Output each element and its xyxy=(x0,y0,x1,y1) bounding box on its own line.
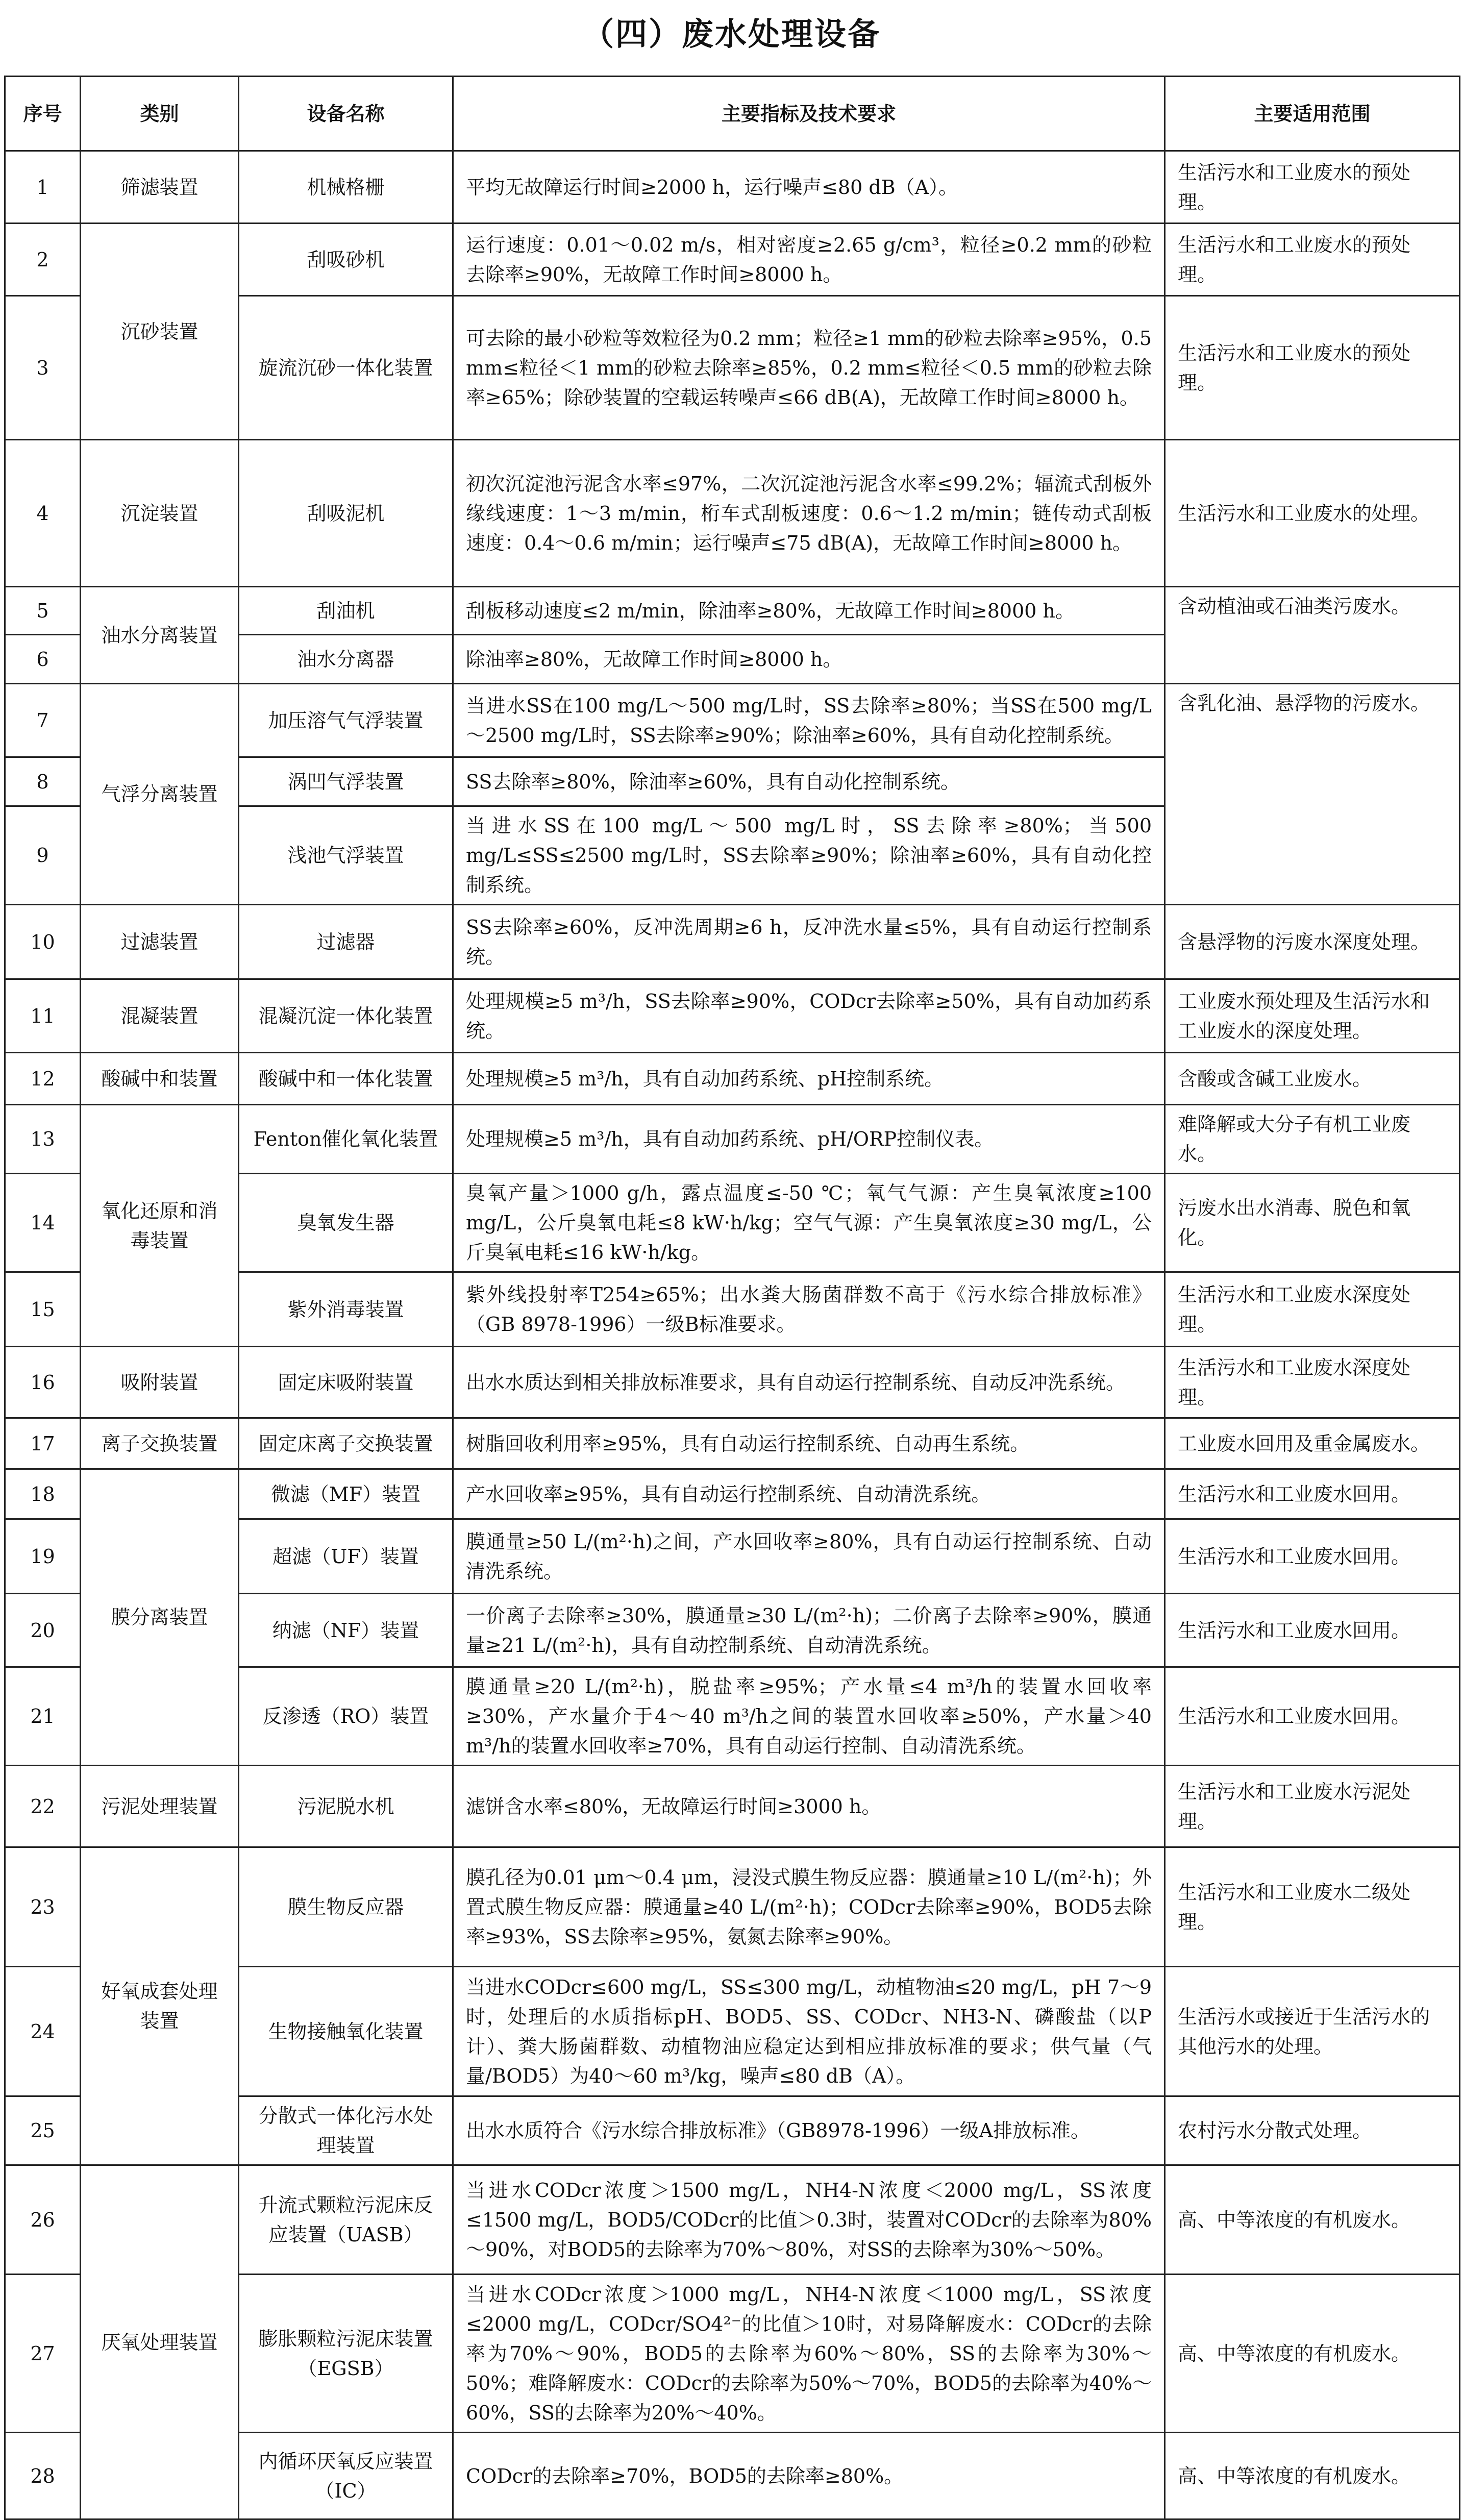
category-cell: 吸附装置 xyxy=(81,1347,239,1418)
scope-cell: 生活污水和工业废水的预处理。 xyxy=(1165,296,1460,440)
scope-cell: 生活污水和工业废水回用。 xyxy=(1165,1519,1460,1594)
device-name-cell: 浅池气浮装置 xyxy=(239,806,453,905)
device-name-cell: 超滤（UF）装置 xyxy=(239,1519,453,1594)
category-cell: 厌氧处理装置 xyxy=(81,2165,239,2519)
page-title: （四）废水处理设备 xyxy=(582,15,881,53)
scope-cell: 生活污水和工业废水的处理。 xyxy=(1165,440,1460,587)
table-row xyxy=(5,587,1460,635)
row-number: 4 xyxy=(5,440,81,587)
device-name-cell: 分散式一体化污水处理装置 xyxy=(239,2096,453,2165)
row-number: 25 xyxy=(5,2096,81,2165)
requirements-cell: 当进水CODcr浓度＞1000 mg/L，NH4-N浓度＜1000 mg/L，SS浓度≤2000 mg/L，CODcr/SO4²⁻的比值＞10时，对易降解废水：CODcr的去除率为70%～90%，BOD5的去除率为60%～80%，SS的去除率为30%～50%；难降解废水：CODcr的去除率为50%～70%，BOD5的去除率为40%～60%，SS的去除率为20%～40%。 xyxy=(453,2275,1165,2433)
table-row xyxy=(5,1347,1460,1418)
requirements-cell: 运行速度：0.01～0.02 m/s，相对密度≥2.65 g/cm³，粒径≥0.2 mm的砂粒去除率≥90%，无故障工作时间≥8000 h。 xyxy=(453,224,1165,296)
category-cell: 好氧成套处理装置 xyxy=(81,1847,239,2165)
requirements-cell: 紫外线投射率T254≥65%；出水粪大肠菌群数不高于《污水综合排放标准》（GB 8978-1996）一级B标准要求。 xyxy=(453,1272,1165,1347)
scope-cell: 生活污水和工业废水回用。 xyxy=(1165,1469,1460,1519)
requirements-cell: 臭氧产量＞1000 g/h，露点温度≤-50 ℃；氧气气源：产生臭氧浓度≥100 mg/L，公斤臭氧电耗≤8 kW·h/kg；空气气源：产生臭氧浓度≥30 mg/L，公斤臭氧电耗≤16 kW·h/kg。 xyxy=(453,1174,1165,1272)
table-row xyxy=(5,1105,1460,1174)
device-name-cell: 固定床离子交换装置 xyxy=(239,1418,453,1469)
row-number: 18 xyxy=(5,1469,81,1519)
device-name-cell: 旋流沉砂一体化装置 xyxy=(239,296,453,440)
requirements-cell: 当进水SS在100 mg/L～500 mg/L时，SS去除率≥80%；当500 mg/L≤SS≤2500 mg/L时，SS去除率≥90%；除油率≥60%，具有自动化控制系统。 xyxy=(453,806,1165,905)
table-row xyxy=(5,151,1460,224)
scope-cell: 生活污水和工业废水的预处理。 xyxy=(1165,224,1460,296)
scope-cell: 含乳化油、悬浮物的污废水。 xyxy=(1165,684,1460,905)
requirements-cell: 出水水质符合《污水综合排放标准》（GB8978-1996）一级A排放标准。 xyxy=(453,2096,1165,2165)
category-cell: 筛滤装置 xyxy=(81,151,239,224)
scope-cell: 生活污水和工业废水回用。 xyxy=(1165,1594,1460,1667)
row-number: 2 xyxy=(5,224,81,296)
device-name-cell: 反渗透（RO）装置 xyxy=(239,1667,453,1766)
requirements-cell: 出水水质达到相关排放标准要求，具有自动运行控制系统、自动反冲洗系统。 xyxy=(453,1347,1165,1418)
category-cell: 氧化还原和消毒装置 xyxy=(81,1105,239,1347)
device-name-cell: 刮油机 xyxy=(239,587,453,635)
device-name-cell: 微滤（MF）装置 xyxy=(239,1469,453,1519)
device-name-cell: 膨胀颗粒污泥床装置（EGSB） xyxy=(239,2275,453,2433)
header-scope: 主要适用范围 xyxy=(1165,77,1460,151)
requirements-cell: 处理规模≥5 m³/h，具有自动加药系统、pH/ORP控制仪表。 xyxy=(453,1105,1165,1174)
requirements-cell: 一价离子去除率≥30%，膜通量≥30 L/(m²·h)；二价离子去除率≥90%，膜通量≥21 L/(m²·h)，具有自动控制系统、自动清洗系统。 xyxy=(453,1594,1165,1667)
scope-cell: 工业废水回用及重金属废水。 xyxy=(1165,1418,1460,1469)
row-number: 12 xyxy=(5,1053,81,1105)
header-requirements: 主要指标及技术要求 xyxy=(453,77,1165,151)
device-name-cell: 生物接触氧化装置 xyxy=(239,1967,453,2096)
scope-cell: 含酸或含碱工业废水。 xyxy=(1165,1053,1460,1105)
category-cell: 混凝装置 xyxy=(81,979,239,1053)
requirements-cell: 可去除的最小砂粒等效粒径为0.2 mm；粒径≥1 mm的砂粒去除率≥95%，0.5 mm≤粒径＜1 mm的砂粒去除率≥85%，0.2 mm≤粒径＜0.5 mm的砂粒去除率≥65%；除砂装置的空载运转噪声≤66 dB(A)，无故障工作时间≥8000 h。 xyxy=(453,296,1165,440)
row-number: 22 xyxy=(5,1766,81,1847)
device-name-cell: 酸碱中和一体化装置 xyxy=(239,1053,453,1105)
table-row xyxy=(5,1469,1460,1519)
header-device: 设备名称 xyxy=(239,77,453,151)
row-number: 8 xyxy=(5,757,81,806)
category-cell: 沉淀装置 xyxy=(81,440,239,587)
header-no: 序号 xyxy=(5,77,81,151)
requirements-cell: 产水回收率≥95%，具有自动运行控制系统、自动清洗系统。 xyxy=(453,1469,1165,1519)
category-cell: 污泥处理装置 xyxy=(81,1766,239,1847)
scope-cell: 高、中等浓度的有机废水。 xyxy=(1165,2165,1460,2275)
row-number: 16 xyxy=(5,1347,81,1418)
requirements-cell: 当进水SS在100 mg/L～500 mg/L时，SS去除率≥80%；当SS在500 mg/L～2500 mg/L时，SS去除率≥90%；除油率≥60%，具有自动化控制系统。 xyxy=(453,684,1165,757)
row-number: 10 xyxy=(5,905,81,979)
row-number: 27 xyxy=(5,2275,81,2433)
category-cell: 沉砂装置 xyxy=(81,224,239,440)
table-body xyxy=(5,151,1460,2519)
row-number: 7 xyxy=(5,684,81,757)
row-number: 13 xyxy=(5,1105,81,1174)
requirements-cell: 树脂回收利用率≥95%，具有自动运行控制系统、自动再生系统。 xyxy=(453,1418,1165,1469)
scope-cell: 含动植油或石油类污废水。 xyxy=(1165,587,1460,684)
scope-cell: 工业废水预处理及生活污水和工业废水的深度处理。 xyxy=(1165,979,1460,1053)
table-header-row xyxy=(5,77,1460,151)
table-row xyxy=(5,224,1460,296)
device-name-cell: Fenton催化氧化装置 xyxy=(239,1105,453,1174)
scope-cell: 生活污水和工业废水二级处理。 xyxy=(1165,1847,1460,1967)
header-category: 类别 xyxy=(81,77,239,151)
scope-cell: 高、中等浓度的有机废水。 xyxy=(1165,2433,1460,2519)
table-row xyxy=(5,1847,1460,1967)
row-number: 14 xyxy=(5,1174,81,1272)
scope-cell: 难降解或大分子有机工业废水。 xyxy=(1165,1105,1460,1174)
row-number: 1 xyxy=(5,151,81,224)
device-name-cell: 紫外消毒装置 xyxy=(239,1272,453,1347)
device-name-cell: 臭氧发生器 xyxy=(239,1174,453,1272)
table-row xyxy=(5,684,1460,757)
row-number: 11 xyxy=(5,979,81,1053)
scope-cell: 生活污水和工业废水污泥处理。 xyxy=(1165,1766,1460,1847)
requirements-cell: CODcr的去除率≥70%，BOD5的去除率≥80%。 xyxy=(453,2433,1165,2519)
requirements-cell: 膜通量≥20 L/(m²·h)，脱盐率≥95%；产水量≤4 m³/h的装置水回收率≥30%，产水量介于4～40 m³/h之间的装置水回收率≥50%，产水量＞40 m³/h的装置水回收率≥70%，具有自动运行控制、自动清洗系统。 xyxy=(453,1667,1165,1766)
table-row xyxy=(5,1766,1460,1847)
row-number: 26 xyxy=(5,2165,81,2275)
category-cell: 酸碱中和装置 xyxy=(81,1053,239,1105)
device-name-cell: 内循环厌氧反应装置（IC） xyxy=(239,2433,453,2519)
table-row xyxy=(5,1418,1460,1469)
scope-cell: 污废水出水消毒、脱色和氧化。 xyxy=(1165,1174,1460,1272)
category-cell: 过滤装置 xyxy=(81,905,239,979)
device-name-cell: 固定床吸附装置 xyxy=(239,1347,453,1418)
requirements-cell: 当进水CODcr浓度＞1500 mg/L，NH4-N浓度＜2000 mg/L，SS浓度≤1500 mg/L，BOD5/CODcr的比值＞0.3时，装置对CODcr的去除率为80%～90%，对BOD5的去除率为70%～80%，对SS的去除率为30%～50%。 xyxy=(453,2165,1165,2275)
category-cell: 油水分离装置 xyxy=(81,587,239,684)
table-row xyxy=(5,440,1460,587)
row-number: 21 xyxy=(5,1667,81,1766)
requirements-cell: 处理规模≥5 m³/h，具有自动加药系统、pH控制系统。 xyxy=(453,1053,1165,1105)
category-cell: 气浮分离装置 xyxy=(81,684,239,905)
device-name-cell: 膜生物反应器 xyxy=(239,1847,453,1967)
device-name-cell: 污泥脱水机 xyxy=(239,1766,453,1847)
row-number: 20 xyxy=(5,1594,81,1667)
device-name-cell: 升流式颗粒污泥床反应装置（UASB） xyxy=(239,2165,453,2275)
category-cell: 膜分离装置 xyxy=(81,1469,239,1766)
requirements-cell: 滤饼含水率≤80%，无故障运行时间≥3000 h。 xyxy=(453,1766,1165,1847)
row-number: 5 xyxy=(5,587,81,635)
requirements-cell: 膜通量≥50 L/(m²·h)之间，产水回收率≥80%，具有自动运行控制系统、自动清洗系统。 xyxy=(453,1519,1165,1594)
row-number: 3 xyxy=(5,296,81,440)
device-name-cell: 纳滤（NF）装置 xyxy=(239,1594,453,1667)
requirements-cell: 处理规模≥5 m³/h，SS去除率≥90%，CODcr去除率≥50%，具有自动加药系统。 xyxy=(453,979,1165,1053)
row-number: 9 xyxy=(5,806,81,905)
row-number: 17 xyxy=(5,1418,81,1469)
scope-cell: 高、中等浓度的有机废水。 xyxy=(1165,2275,1460,2433)
scope-cell: 农村污水分散式处理。 xyxy=(1165,2096,1460,2165)
device-name-cell: 油水分离器 xyxy=(239,635,453,684)
table-row xyxy=(5,1053,1460,1105)
scope-cell: 生活污水或接近于生活污水的其他污水的处理。 xyxy=(1165,1967,1460,2096)
requirements-cell: SS去除率≥80%，除油率≥60%，具有自动化控制系统。 xyxy=(453,757,1165,806)
row-number: 23 xyxy=(5,1847,81,1967)
row-number: 19 xyxy=(5,1519,81,1594)
device-name-cell: 混凝沉淀一体化装置 xyxy=(239,979,453,1053)
wastewater-equipment-table xyxy=(4,76,1460,2520)
row-number: 6 xyxy=(5,635,81,684)
scope-cell: 生活污水和工业废水的预处理。 xyxy=(1165,151,1460,224)
table-row xyxy=(5,979,1460,1053)
scope-cell: 含悬浮物的污废水深度处理。 xyxy=(1165,905,1460,979)
scope-cell: 生活污水和工业废水深度处理。 xyxy=(1165,1272,1460,1347)
requirements-cell: 除油率≥80%，无故障工作时间≥8000 h。 xyxy=(453,635,1165,684)
scope-cell: 生活污水和工业废水深度处理。 xyxy=(1165,1347,1460,1418)
requirements-cell: 初次沉淀池污泥含水率≤97%，二次沉淀池污泥含水率≤99.2%；辐流式刮板外缘线速度：1～3 m/min，桁车式刮板速度：0.6～1.2 m/min；链传动式刮板速度：0.4～0.6 m/min；运行噪声≤75 dB(A)，无故障工作时间≥8000 h。 xyxy=(453,440,1165,587)
requirements-cell: 当进水CODcr≤600 mg/L，SS≤300 mg/L，动植物油≤20 mg/L，pH 7～9时，处理后的水质指标pH、BOD5、SS、CODcr、NH3-N、磷酸盐（以P计）、粪大肠菌群数、动植物油应稳定达到相应排放标准的要求；供气量（气量/BOD5）为40～60 m³/kg，噪声≤80 dB（A）。 xyxy=(453,1967,1165,2096)
device-name-cell: 机械格栅 xyxy=(239,151,453,224)
row-number: 28 xyxy=(5,2433,81,2519)
device-name-cell: 刮吸泥机 xyxy=(239,440,453,587)
table-row xyxy=(5,2165,1460,2275)
device-name-cell: 刮吸砂机 xyxy=(239,224,453,296)
row-number: 24 xyxy=(5,1967,81,2096)
table-row xyxy=(5,905,1460,979)
device-name-cell: 加压溶气气浮装置 xyxy=(239,684,453,757)
requirements-cell: 膜孔径为0.01 μm～0.4 μm，浸没式膜生物反应器：膜通量≥10 L/(m²·h)；外置式膜生物反应器：膜通量≥40 L/(m²·h)；CODcr去除率≥90%，BOD5去除率≥93%，SS去除率≥95%，氨氮去除率≥90%。 xyxy=(453,1847,1165,1967)
requirements-cell: 刮板移动速度≤2 m/min，除油率≥80%，无故障工作时间≥8000 h。 xyxy=(453,587,1165,635)
category-cell: 离子交换装置 xyxy=(81,1418,239,1469)
requirements-cell: SS去除率≥60%，反冲洗周期≥6 h，反冲洗水量≤5%，具有自动运行控制系统。 xyxy=(453,905,1165,979)
device-name-cell: 涡凹气浮装置 xyxy=(239,757,453,806)
device-name-cell: 过滤器 xyxy=(239,905,453,979)
scope-cell: 生活污水和工业废水回用。 xyxy=(1165,1667,1460,1766)
row-number: 15 xyxy=(5,1272,81,1347)
requirements-cell: 平均无故障运行时间≥2000 h，运行噪声≤80 dB（A）。 xyxy=(453,151,1165,224)
